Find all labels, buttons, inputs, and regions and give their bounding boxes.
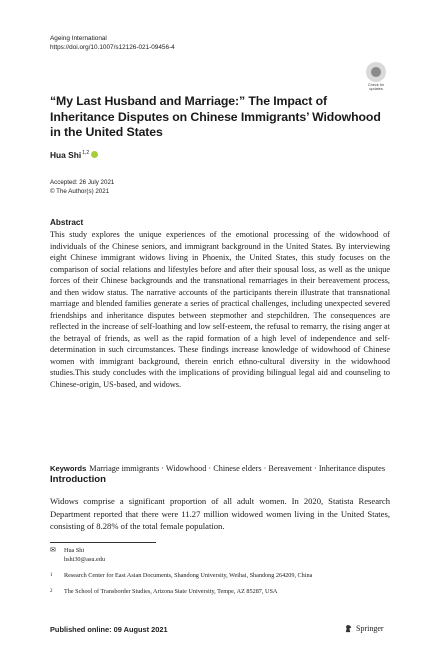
check-updates-icon <box>366 62 386 82</box>
footnotes <box>50 546 390 596</box>
footnote-text: Research Center for East Asian Documents, Shandong University, Weihai, Shandong 264209, China <box>64 572 313 579</box>
keywords-heading: Keywords <box>50 464 87 473</box>
footnote-divider <box>50 542 156 543</box>
introduction-text: Widows comprise a significant proportion of all adult women. In 2020, Statista Research Department reported that there were 11.27 million widowed women living in the United States, consisting of 8.28% of the total female population. <box>50 496 390 531</box>
journal-header <box>50 34 175 52</box>
introduction-heading: Introduction <box>50 474 106 485</box>
article-title: “My Last Husband and Marriage:” The Impact of Inheritance Disputes on Chinese Immigrants’ Widowhood in the United States <box>50 94 381 139</box>
footnote-number: 2 <box>50 589 53 594</box>
abstract-heading: Abstract <box>50 218 84 227</box>
check-for-updates-badge[interactable]: Check for updates <box>363 62 389 92</box>
publisher-name: Springer <box>356 624 384 633</box>
footnote-text: The School of Transborder Studies, Arizona State University, Tempe, AZ 85287, USA <box>64 588 278 595</box>
doi-link[interactable]: https://doi.org/10.1007/s12126-021-09456-4 <box>50 44 175 51</box>
publisher-logo <box>344 624 384 633</box>
springer-horse-icon <box>344 624 353 633</box>
corresponding-email[interactable]: hshi30@asu.edu <box>64 556 105 563</box>
published-online: Published online: 09 August 2021 <box>50 625 168 634</box>
footnote-item <box>50 571 390 580</box>
accepted-date: Accepted: 26 July 2021 <box>50 179 115 186</box>
corresponding-name: Hua Shi <box>64 547 85 554</box>
article-dates <box>50 178 114 196</box>
envelope-icon: ✉ <box>50 546 56 554</box>
author-name[interactable]: Hua Shi <box>50 150 82 160</box>
abstract-text: This study explores the unique experiences of the emotional processing of the widowhood of individuals of the Chinese seniors, and immigrant background in the United States. By interviewing eight Chinese immigrant widows living in Phoenix, the United States, this study focuses on the comparison of social relations and lifestyles before and after their spousal loss, as well as the unique forces of their Chinese backgrounds and the transnational remarriages in their bereavement process, and then widow status. The narrative accounts of the participants therein illustrate that transnational marriage and blended families generate a series of practical challenges, including unexpected severed friendships and inheritance disputes between stepmother and stepchildren. The consequences are reflected in the increase of self-loathing and low self-esteem, the refusal to remarry, the rising anger at the betrayal of friends, as well as the rapid formation of a high level of independence and self-determination in such circumstances. These findings increase knowledge of widowhood of Chinese women with immigrant background, therein enrich ethno-cultural diversity in the widowhood studies.This study concludes with the implications of providing bilingual legal aid and counseling to Chinese-origin, US-based, and widows. <box>50 230 390 389</box>
footnote-item <box>50 587 390 596</box>
keywords <box>50 463 390 475</box>
copyright: © The Author(s) 2021 <box>50 188 110 195</box>
corresponding-author <box>50 546 390 564</box>
orcid-icon[interactable] <box>91 151 98 158</box>
author-affiliation: 1,2 <box>82 150 90 156</box>
author-line <box>50 150 98 160</box>
keywords-text: Marriage immigrants · Widowhood · Chinese elders · Bereavement · Inheritance disputes <box>89 464 386 473</box>
journal-name: Ageing International <box>50 35 107 42</box>
footnote-number: 1 <box>50 573 53 578</box>
